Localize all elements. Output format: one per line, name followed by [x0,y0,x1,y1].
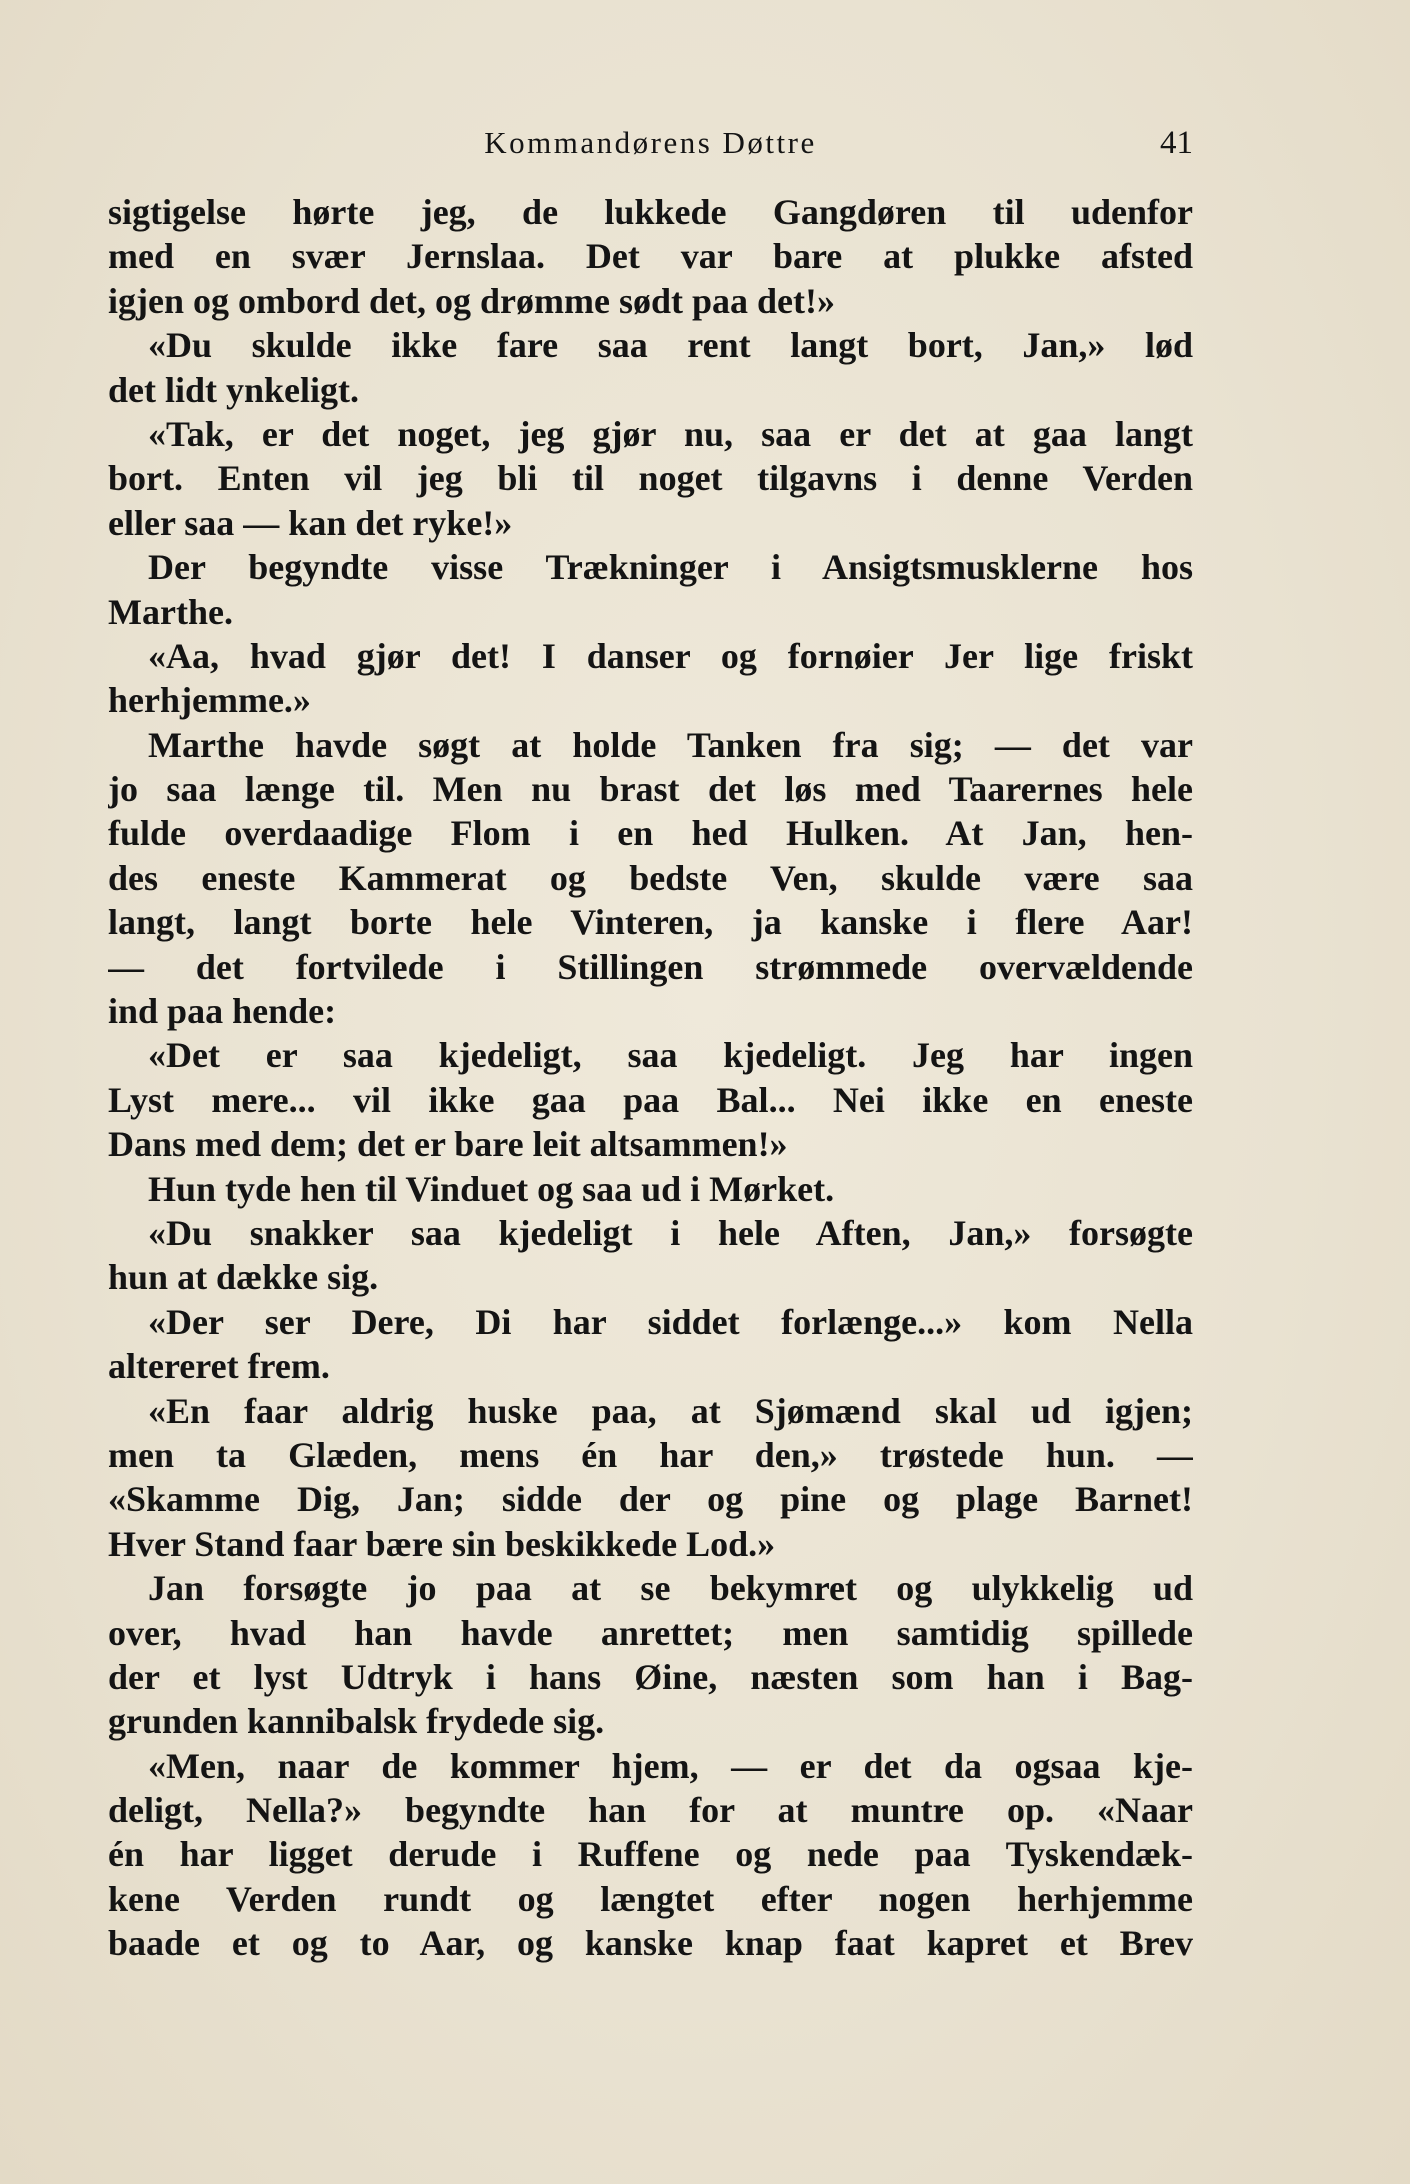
text-line: deligt, Nella?» begyndte han for at muntre op. «Naar [108,1790,1193,1831]
text-line: Der begyndte visse Trækninger i Ansigtsmusklerne hos [148,547,1193,588]
text-line: kene Verden rundt og længtet efter nogen herhjemme [108,1878,1193,1919]
text-line: fulde overdaadige Flom i en hed Hulken. At Jan, hen- [108,813,1193,854]
text-line: «Men, naar de kommer hjem, — er det da ogsaa kje- [148,1745,1193,1786]
text-line: Hun tyde hen til Vinduet og saa ud i Mørket. [148,1168,835,1209]
running-title: Kommandørens Døttre [484,125,817,160]
text-line: Jan forsøgte jo paa at se bekymret og ulykkelig ud [148,1568,1193,1609]
body-text [108,190,1193,1966]
page-header [108,118,1193,168]
text-line: langt, langt borte hele Vinteren, ja kanske i flere Aar! [108,902,1193,943]
text-line: «Du snakker saa kjedeligt i hele Aften, Jan,» forsøgte [148,1212,1193,1253]
text-line: herhjemme.» [108,680,311,721]
text-line: Marthe. [108,591,233,632]
text-line: jo saa længe til. Men nu brast det løs med Taarernes hele [108,769,1193,810]
text-line: «Der ser Dere, Di har siddet forlænge...» kom Nella [148,1301,1193,1342]
text-line: Lyst mere... vil ikke gaa paa Bal... Nei ikke en eneste [108,1079,1193,1120]
text-line: «Det er saa kjedeligt, saa kjedeligt. Jeg har ingen [148,1035,1193,1076]
text-line: des eneste Kammerat og bedste Ven, skulde være saa [108,857,1193,898]
text-line: bort. Enten vil jeg bli til noget tilgavns i denne Verden [108,458,1193,499]
text-line: grunden kannibalsk frydede sig. [108,1701,605,1742]
text-line: Dans med dem; det er bare leit altsammen!» [108,1124,788,1165]
text-line: baade et og to Aar, og kanske knap faat kapret et Brev [108,1923,1193,1964]
text-line: altereret frem. [108,1346,330,1387]
text-line: Hver Stand faar bære sin beskikkede Lod.» [108,1523,776,1564]
text-line: «Du skulde ikke fare saa rent langt bort, Jan,» lød [148,325,1193,366]
text-line: «Skamme Dig, Jan; sidde der og pine og plage Barnet! [108,1479,1193,1520]
text-line: igjen og ombord det, og drømme sødt paa det!» [108,280,835,321]
text-line: men ta Glæden, mens én har den,» trøstede hun. — [108,1434,1193,1475]
text-line: eller saa — kan det ryke!» [108,502,513,543]
text-line: det lidt ynkeligt. [108,369,360,410]
text-line: hun at dække sig. [108,1257,379,1298]
text-line: der et lyst Udtryk i hans Øine, næsten som han i Bag- [108,1656,1193,1697]
text-line: Marthe havde søgt at holde Tanken fra sig; — det var [148,724,1193,765]
text-line: med en svær Jernslaa. Det var bare at plukke afsted [108,236,1193,277]
text-line: «Tak, er det noget, jeg gjør nu, saa er det at gaa langt [148,413,1193,454]
text-line: én har ligget derude i Ruffene og nede paa Tyskendæk- [108,1834,1193,1875]
text-line: ind paa hende: [108,991,337,1032]
text-line: over, hvad han havde anrettet; men samtidig spillede [108,1612,1193,1653]
text-line: «En faar aldrig huske paa, at Sjømænd skal ud igjen; [148,1390,1193,1431]
text-line: sigtigelse hørte jeg, de lukkede Gangdøren til udenfor [108,192,1193,232]
page-number: 41 [1160,125,1193,161]
text-line: — det fortvilede i Stillingen strømmede overvældende [108,946,1193,987]
text-line: «Aa, hvad gjør det! I danser og fornøier Jer lige friskt [148,635,1193,676]
